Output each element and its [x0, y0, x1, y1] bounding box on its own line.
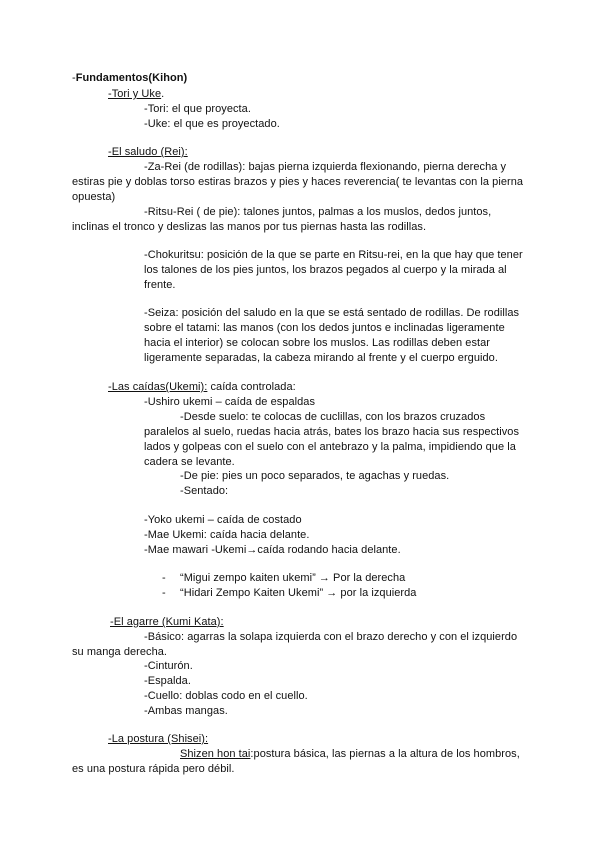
uke-definition: -Uke: el que es proyectado.: [144, 118, 280, 130]
de-pie: -De pie: pies un poco separados, te agachas y ruedas.: [180, 470, 450, 482]
tori-uke-heading-period: .: [161, 88, 165, 100]
postura-line-2: es una postura rápida pero débil.: [72, 763, 235, 775]
desde-suelo-line-2: paralelos al suelo, ruedas hacia atrás, bates los brazo hacia sus respectivos: [144, 426, 519, 438]
section-agarre-heading: -El agarre (Kumi Kata):: [110, 616, 224, 628]
ushiro-ukemi: -Ushiro ukemi – caída de espaldas: [144, 396, 316, 408]
seiza-line-2: sobre el tatami: las manos (con los dedos juntos e inclinadas ligeramente: [144, 322, 505, 334]
section-postura-heading: -La postura (Shisei):: [108, 733, 209, 745]
seiza-line-1: -Seiza: posición del saludo en la que se está sentado de rodillas. De rodillas: [144, 307, 520, 319]
desde-suelo-line-4: cadera se levante.: [144, 456, 235, 468]
shizen-hon-tai-term: Shizen hon tai: [180, 748, 251, 760]
mae-mawari-ukemi: -Mae mawari -Ukemi→caída rodando hacia delante.: [144, 544, 401, 556]
seiza-line-4: ligeramente separadas, la cabeza mirando al frente y el cuerpo erguido.: [144, 352, 498, 364]
migui-zempo-item: “Migui zempo kaiten ukemi” → Por la derecha: [180, 572, 406, 584]
zarei-line-3: opuesta): [72, 191, 116, 203]
cuello: -Cuello: doblas codo en el cuello.: [144, 690, 308, 702]
chokuritsu-line-2: los talones de los pies juntos, los brazos pegados al cuerpo y la mirada al: [144, 264, 507, 276]
caidas-heading-text: -Las caídas(Ukemi):: [108, 381, 208, 393]
cinturon: -Cinturón.: [144, 660, 193, 672]
chokuritsu-line-3: frente.: [144, 279, 176, 291]
section-saludo-heading: -El saludo (Rei):: [108, 146, 188, 158]
desde-suelo-line-3: lados y golpeas con el suelo con el antebrazo y la palma, impidiendo que la: [144, 441, 516, 453]
espalda: -Espalda.: [144, 675, 191, 687]
bullet-dash-2: -: [162, 587, 166, 599]
shizen-hon-tai-line: [180, 747, 520, 762]
section-tori-uke-heading: [108, 87, 164, 102]
yoko-ukemi: -Yoko ukemi – caída de costado: [144, 514, 302, 526]
zarei-line-1: -Za-Rei (de rodillas): bajas pierna izquierda flexionando, pierna derecha y: [144, 161, 507, 173]
sentado: -Sentado:: [180, 485, 229, 497]
title-dash: -: [72, 72, 76, 84]
shizen-hon-tai-description: :postura básica, las piernas a la altura de los hombros,: [250, 748, 520, 760]
basico-line-1: -Básico: agarras la solapa izquierda con el brazo derecho y con el izquierdo: [144, 631, 518, 643]
section-caidas-heading: [108, 380, 296, 395]
desde-suelo-line-1: -Desde suelo: te colocas de cuclillas, con los brazos cruzados: [180, 411, 486, 423]
ambas-mangas: -Ambas mangas.: [144, 705, 228, 717]
caidas-heading-description: caída controlada:: [207, 381, 296, 393]
bullet-dash-1: -: [162, 572, 166, 584]
mae-ukemi: -Mae Ukemi: caída hacia delante.: [144, 529, 310, 541]
document-title: [72, 71, 187, 86]
ritsurei-line-2: inclinas el tronco y deslizas las manos por tus piernas hasta las rodillas.: [72, 221, 427, 233]
ritsurei-line-1: -Ritsu-Rei ( de pie): talones juntos, palmas a los muslos, dedos juntos,: [144, 206, 492, 218]
hidari-zempo-item: “Hidari Zempo Kaiten Ukemi” → por la izquierda: [180, 587, 417, 599]
tori-definition: -Tori: el que proyecta.: [144, 103, 251, 115]
basico-line-2: su manga derecha.: [72, 646, 168, 658]
seiza-line-3: hacia el interior) se colocan sobre los muslos. Las rodillas deben estar: [144, 337, 490, 349]
chokuritsu-line-1: -Chokuritsu: posición de la que se parte en Ritsu-rei, en la que hay que tener: [144, 249, 523, 261]
tori-uke-heading-text: -Tori y Uke: [108, 88, 162, 100]
zarei-line-2: estiras pie y doblas torso estiras brazos y pies y haces reverencia( te levantas con la pierna: [72, 176, 524, 188]
title-text: Fundamentos(Kihon): [75, 72, 188, 84]
